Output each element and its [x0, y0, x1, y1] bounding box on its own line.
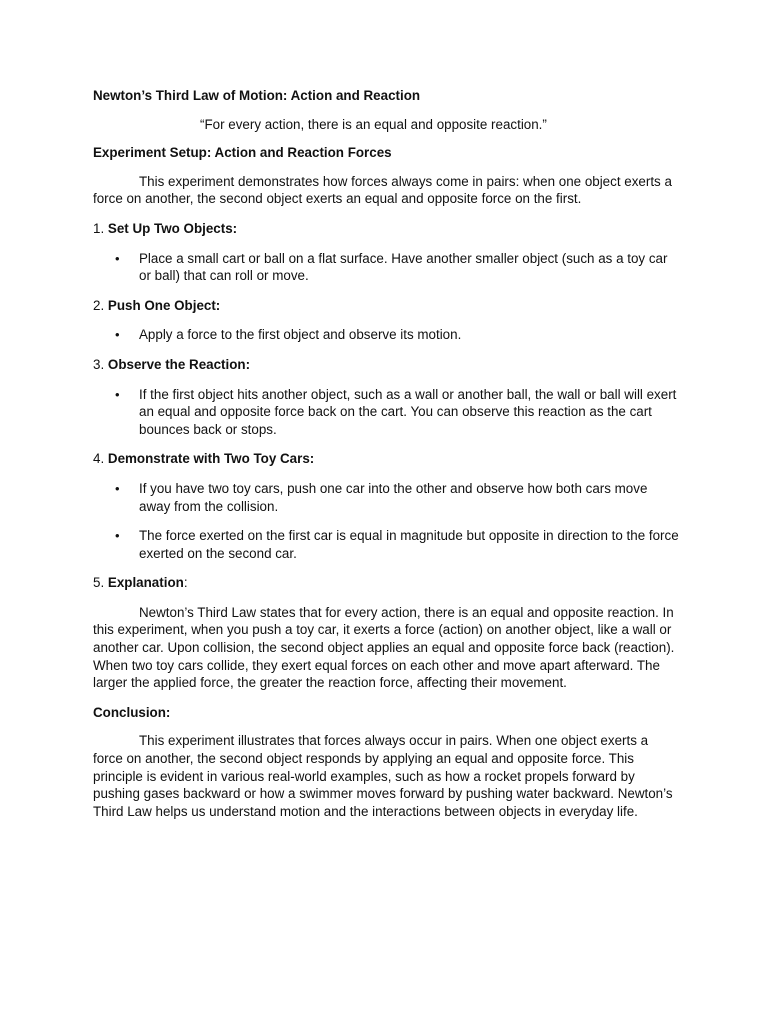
step-heading [93, 450, 679, 468]
step-number: 1. [93, 220, 105, 236]
step-title: Demonstrate with Two Toy Cars: [107, 451, 315, 467]
document-title: Newton’s Third Law of Motion: Action and Reaction [93, 88, 421, 103]
step-title: Explanation [107, 575, 184, 591]
bullet-icon: • [115, 528, 120, 544]
step-number: 4. [93, 451, 105, 467]
bullet-item [93, 326, 679, 344]
bullet-item [93, 250, 679, 285]
intro-paragraph: This experiment demonstrates how forces always come in pairs: when one object exerts a force on another, the second object exerts an equal and opposite force on the first. [93, 173, 672, 207]
step-title: Observe the Reaction: [107, 356, 251, 372]
step-number: 2. [93, 297, 105, 313]
bullet-list [93, 250, 679, 285]
bullet-icon: • [115, 480, 120, 496]
steps-list [93, 220, 679, 592]
bullet-text: Place a small cart or ball on a flat surface. Have another smaller object (such as a toy car or ball) that can roll or move. [139, 250, 668, 284]
conclusion-heading: Conclusion: [93, 704, 171, 720]
step-heading [93, 356, 679, 374]
newton-quote: “For every action, there is an equal and opposite reaction.” [200, 116, 547, 132]
step-title-suffix: : [183, 575, 188, 591]
bullet-icon: • [115, 327, 120, 343]
bullet-list [93, 326, 679, 344]
bullet-text: The force exerted on the first car is equal in magnitude but opposite in direction to the force exerted on the second car. [139, 528, 679, 561]
bullet-list [93, 386, 679, 439]
document-body [93, 87, 679, 832]
step-title: Set Up Two Objects: [107, 220, 238, 236]
step-title: Push One Object: [107, 297, 221, 313]
setup-heading: Experiment Setup: Action and Reaction Forces [93, 145, 392, 161]
conclusion-paragraph: This experiment illustrates that forces always occur in pairs. When one object exerts a force on another, the second object responds by applying an equal and opposite force. This principle is evident in various real-world examples, such as how a rocket propels forward by pushing gases backward or how a swimmer moves forward by pushing water backward. Newton’s Third Law helps us understand motion and the interactions between objects in everyday life. [93, 733, 673, 819]
explanation-paragraph: Newton’s Third Law states that for every action, there is an equal and opposite reaction. In this experiment, when you push a toy car, it exerts a force (action) on another object, like a wall or another car. Upon collision, the second object applies an equal and opposite force back (reaction). When two toy cars collide, they exert equal forces on each other and move apart afterward. The larger the applied force, the greater the reaction force, affecting their movement. [93, 604, 675, 691]
bullet-item [93, 386, 679, 439]
bullet-item [93, 480, 679, 515]
bullet-text: If the first object hits another object, such as a wall or another ball, the wall or ball will exert an equal and opposite force back on the cart. You can observe this reaction as the cart bounces back or stops. [139, 386, 677, 437]
bullet-text: Apply a force to the first object and observe its motion. [139, 327, 462, 343]
step-heading [93, 574, 679, 592]
bullet-list [93, 480, 679, 562]
bullet-icon: • [115, 250, 120, 266]
bullet-icon: • [115, 386, 120, 402]
step-number: 5. [93, 575, 105, 591]
bullet-text: If you have two toy cars, push one car into the other and observe how both cars move away from the collision. [139, 480, 648, 514]
step-heading [93, 297, 679, 315]
step-heading [93, 220, 679, 238]
bullet-item [93, 527, 679, 562]
step-number: 3. [93, 356, 105, 372]
